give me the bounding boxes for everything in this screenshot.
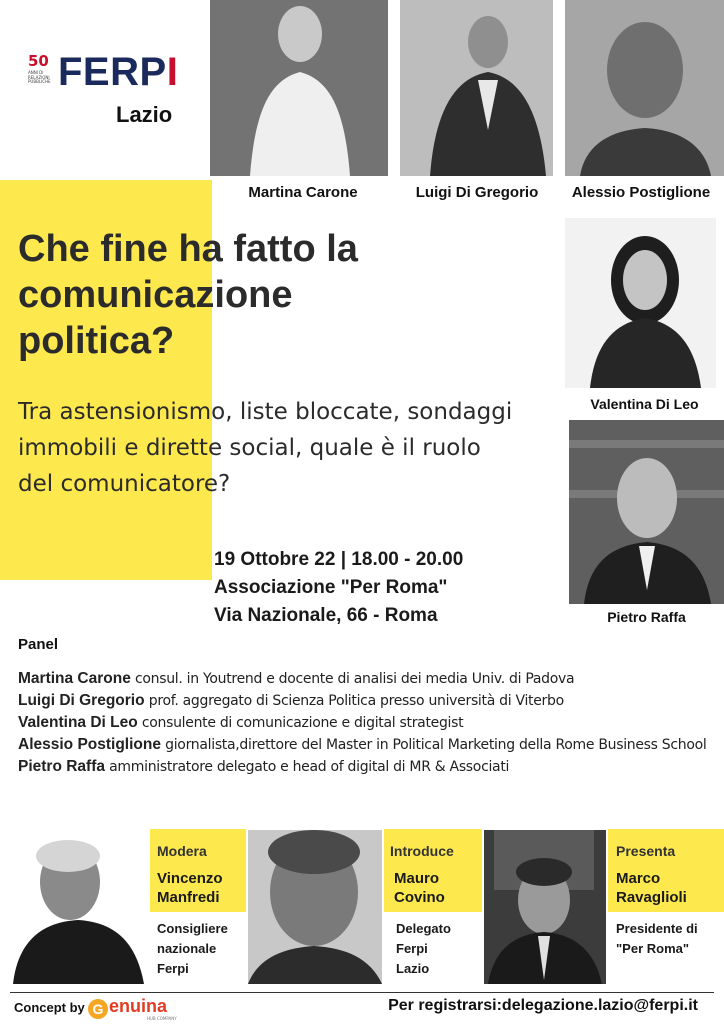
panelist-desc: consulente di comunicazione e digital strategist bbox=[137, 715, 464, 731]
logo-wordmark bbox=[58, 52, 178, 92]
host-presenter bbox=[616, 843, 720, 959]
host-photo-vincenzo-manfredi bbox=[8, 830, 146, 984]
speaker-caption: Luigi Di Gregorio bbox=[415, 184, 539, 201]
logo-tagline: ANNI DI RELAZIONI PUBBLICHE bbox=[28, 70, 51, 84]
panelist-desc: prof. aggregato di Scienza Politica presso università di Viterbo bbox=[144, 693, 564, 709]
speaker-photo-pietro-raffa bbox=[569, 420, 724, 604]
panel-list bbox=[18, 668, 722, 778]
panelist-desc: consul. in Youtrend e docente di analisi dei media Univ. di Padova bbox=[130, 671, 575, 687]
logo-brand-a: FERP bbox=[58, 50, 167, 94]
speaker-photo-martina-carone bbox=[210, 0, 388, 176]
speaker-caption: Valentina Di Leo bbox=[590, 396, 699, 412]
subtitle: Tra astensionismo, liste bloccate, sondaggi immobili e dirette social, quale è il ruolo del comunicatore? bbox=[18, 399, 513, 497]
list-item bbox=[18, 690, 722, 712]
logo-anniversary: 50 bbox=[28, 52, 49, 70]
speaker-photo-luigi-di-gregorio bbox=[400, 0, 553, 176]
concept-label: Concept by bbox=[14, 1000, 85, 1015]
speaker-caption: Pietro Raffa bbox=[607, 609, 686, 625]
panelist-name: Alessio Postiglione bbox=[18, 736, 161, 753]
host-name: Mauro Covino bbox=[394, 870, 445, 906]
page-title: Che fine ha fatto la comunicazione politica? bbox=[18, 228, 358, 362]
host-role: Introduce bbox=[390, 843, 454, 859]
speaker-caption: Alessio Postiglione bbox=[571, 184, 711, 201]
event-info bbox=[214, 546, 463, 630]
panelist-name: Pietro Raffa bbox=[18, 758, 105, 775]
sponsor-logo-icon: G bbox=[88, 999, 108, 1019]
host-introducer bbox=[390, 843, 480, 979]
host-desc: Delegato Ferpi Lazio bbox=[396, 921, 451, 976]
host-desc: Presidente di "Per Roma" bbox=[616, 921, 698, 956]
panelist-name: Luigi Di Gregorio bbox=[18, 692, 145, 709]
host-photo-marco-ravaglioli bbox=[484, 830, 606, 984]
sponsor-wordmark: enuina bbox=[109, 996, 168, 1016]
list-item bbox=[18, 668, 722, 690]
list-item bbox=[18, 734, 722, 756]
host-role: Presenta bbox=[616, 843, 676, 859]
host-name: Marco Ravaglioli bbox=[616, 870, 687, 906]
host-photo-mauro-covino bbox=[248, 830, 382, 984]
registration-contact[interactable]: Per registrarsi:delegazione.lazio@ferpi.it bbox=[388, 997, 698, 1014]
panelist-desc: giornalista,direttore del Master in Political Marketing della Rome Business School bbox=[160, 737, 707, 753]
host-role: Modera bbox=[157, 843, 207, 859]
speaker-photo-valentina-di-leo bbox=[565, 218, 716, 388]
panelist-name: Valentina Di Leo bbox=[18, 714, 138, 731]
speaker-photo-alessio-postiglione bbox=[565, 0, 724, 176]
logo-region: Lazio bbox=[116, 102, 173, 127]
speaker-caption: Martina Carone bbox=[248, 184, 358, 201]
list-item bbox=[18, 756, 722, 778]
event-address: Via Nazionale, 66 - Roma bbox=[214, 605, 438, 626]
event-datetime: 19 Ottobre 22 | 18.00 - 20.00 bbox=[214, 549, 464, 570]
host-name: Vincenzo Manfredi bbox=[157, 870, 223, 906]
event-venue: Associazione "Per Roma" bbox=[214, 577, 448, 598]
host-moderator bbox=[157, 843, 245, 979]
host-desc: Consigliere nazionale Ferpi bbox=[157, 921, 228, 976]
footer-divider bbox=[10, 992, 714, 993]
list-item bbox=[18, 712, 722, 734]
sponsor-tagline: HUB COMPANY bbox=[147, 1016, 177, 1021]
panelist-name: Martina Carone bbox=[18, 670, 131, 687]
panel-heading: Panel bbox=[18, 636, 59, 653]
logo-brand-b: I bbox=[166, 50, 179, 94]
panelist-desc: amministratore delegato e head of digital di MR & Associati bbox=[105, 759, 510, 775]
